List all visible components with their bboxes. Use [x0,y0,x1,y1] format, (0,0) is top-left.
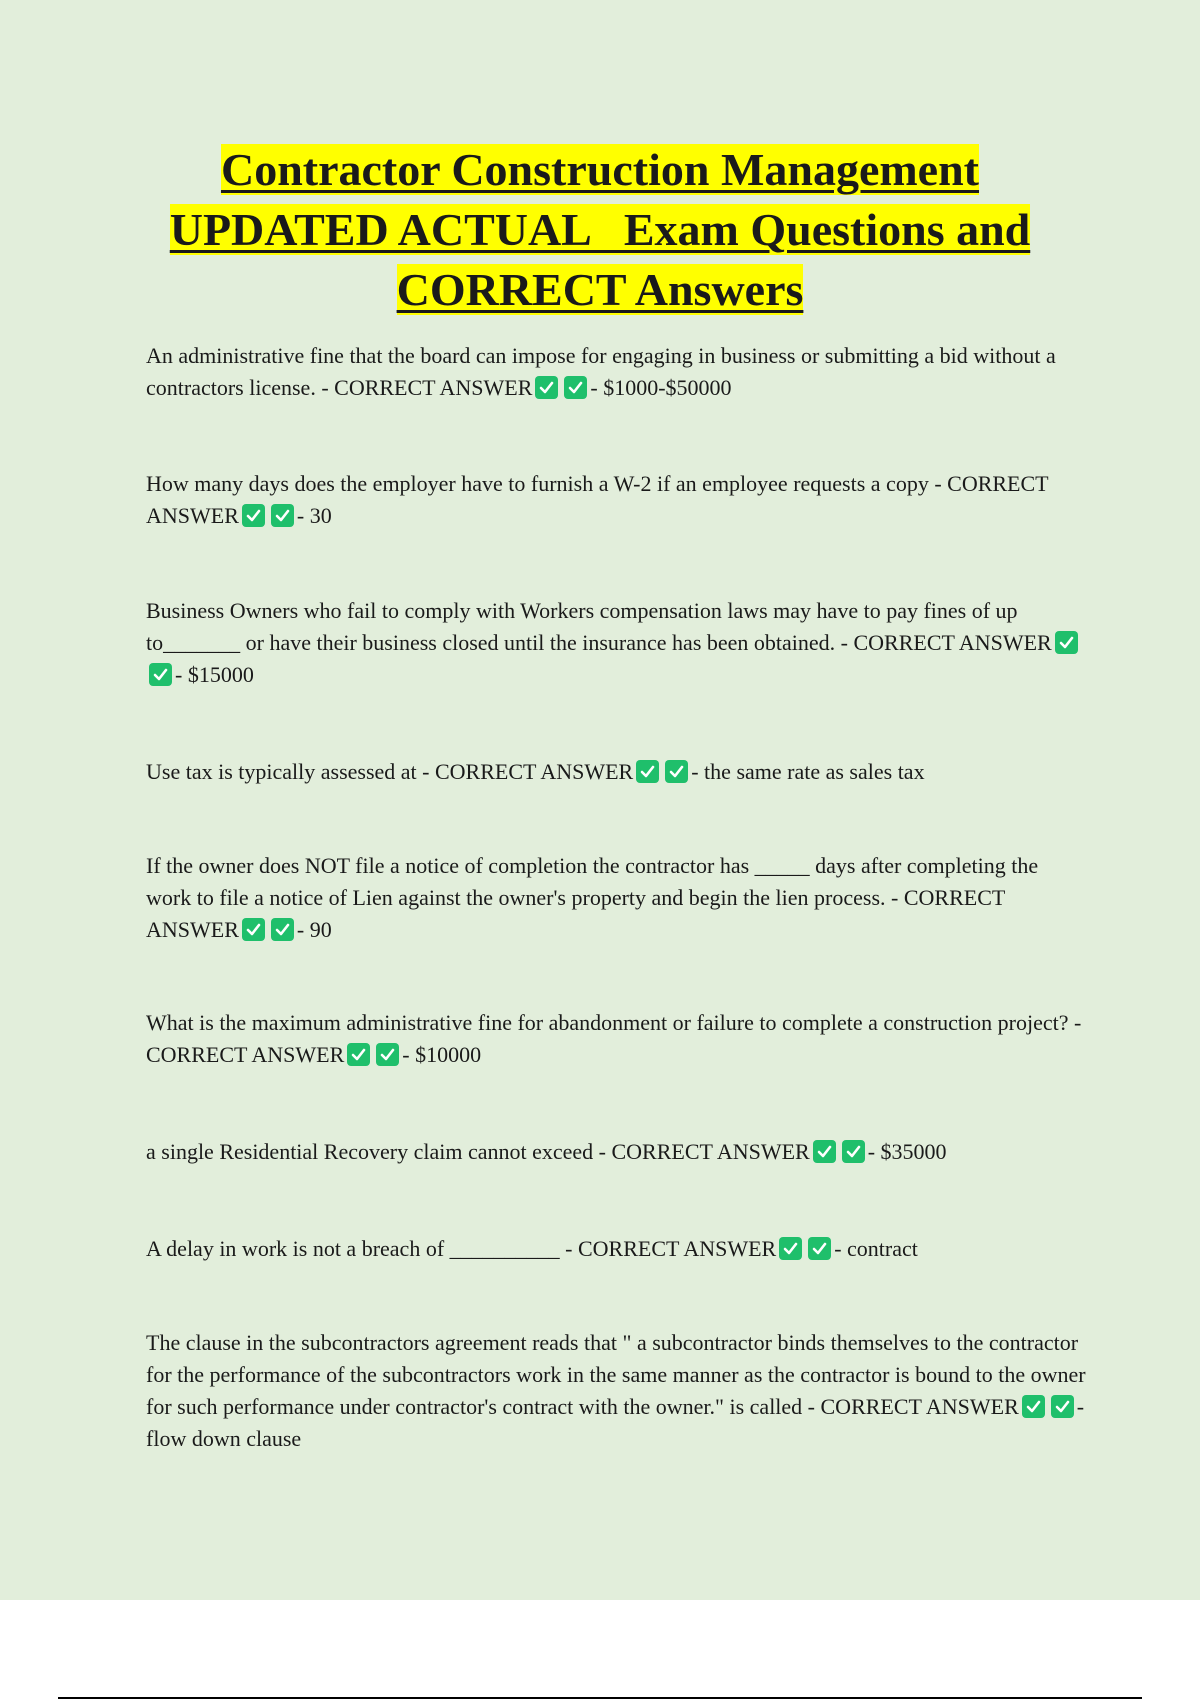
answer-text: - $35000 [867,1139,947,1164]
title-line-1: Contractor Construction Management [220,144,980,195]
check-box-icon [564,376,587,399]
question-text: The clause in the subcontractors agreement reads that " a subcontractor binds themselves to the contractor for the performance of the subcontractors work in the same manner as the contractor is bound to the owner for such performance under contractor's contract with the owner." is called - CORRECT ANSWER [146,1330,1086,1419]
check-box-icon [535,376,558,399]
check-box-icon [1022,1395,1045,1418]
answer-text: - contract [834,1236,918,1261]
title-line-3: CORRECT Answers [396,264,804,315]
qa-item-7 [146,1136,1086,1168]
qa-item-8 [146,1233,1086,1265]
title-line-2: UPDATED ACTUAL Exam Questions and [169,204,1031,255]
qa-item-9 [146,1327,1086,1455]
qa-item-6 [146,1007,1086,1071]
answer-text: - 90 [296,917,332,942]
check-box-icon [149,663,172,686]
question-text: a single Residential Recovery claim cannot exceed - CORRECT ANSWER [146,1139,810,1164]
check-box-icon [636,760,659,783]
answer-text: - $1000-$50000 [590,375,732,400]
check-box-icon [1051,1395,1074,1418]
check-box-icon [842,1140,865,1163]
question-text: Business Owners who fail to comply with Workers compensation laws may have to pay fines of up to_______ or have their business closed until the insurance has been obtained. - CORRECT ANSWER [146,598,1052,655]
answer-text: - 30 [296,503,332,528]
check-box-icon [271,504,294,527]
qa-item-3 [146,595,1086,691]
qa-item-2 [146,468,1086,532]
check-box-icon [242,918,265,941]
question-text: An administrative fine that the board can impose for engaging in business or submitting a bid without a contractors license. - CORRECT ANSWER [146,343,1056,400]
question-text: If the owner does NOT file a notice of completion the contractor has _____ days after completing the work to file a notice of Lien against the owner's property and begin the lien process. - CORRECT ANSWER [146,853,1039,942]
question-text: A delay in work is not a breach of __________ - CORRECT ANSWER [146,1236,777,1261]
document-title [100,140,1100,320]
question-text: Use tax is typically assessed at - CORRECT ANSWER [146,759,634,784]
check-box-icon [347,1043,370,1066]
check-box-icon [376,1043,399,1066]
check-box-icon [271,918,294,941]
check-box-icon [813,1140,836,1163]
check-box-icon [665,760,688,783]
question-text: What is the maximum administrative fine for abandonment or failure to complete a construction project? - CORRECT ANSWER [146,1010,1082,1067]
qa-item-4 [146,756,1086,788]
answer-text: - the same rate as sales tax [691,759,925,784]
qa-item-5 [146,850,1086,946]
answer-text: - $15000 [175,662,254,687]
answer-text: - flow down clause [146,1394,1085,1451]
check-box-icon [242,504,265,527]
question-text: How many days does the employer have to furnish a W-2 if an employee requests a copy - CORRECT ANSWER [146,471,1049,528]
footer-divider [58,1697,1142,1699]
check-box-icon [779,1237,802,1260]
qa-item-1 [146,340,1086,404]
answer-text: - $10000 [402,1042,482,1067]
check-box-icon [1055,631,1078,654]
check-box-icon [808,1237,831,1260]
